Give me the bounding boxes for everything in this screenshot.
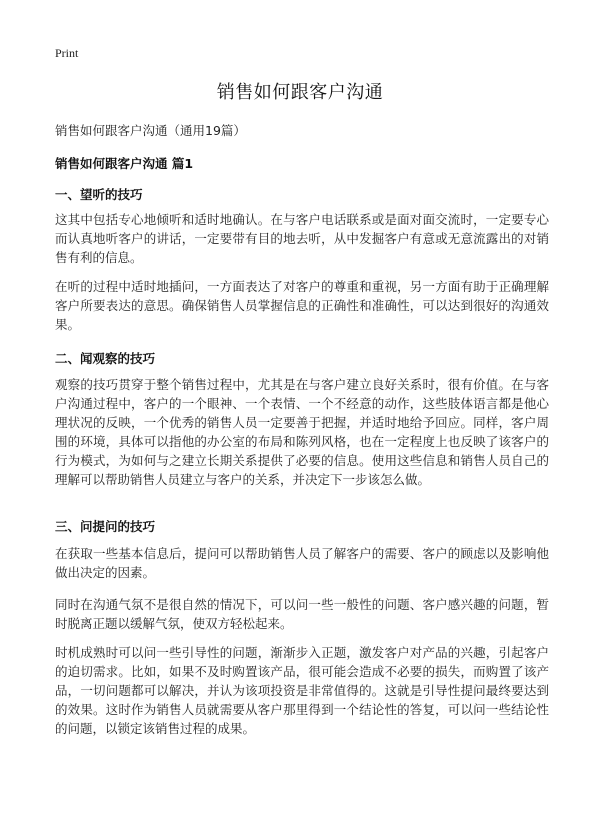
section-heading-1: 一、望听的技巧 bbox=[55, 187, 143, 202]
paragraph-text: 在听的过程中适时地插问，一方面表达了对客户的尊重和重视，另一方面有助于正确理解客户所要表达的意思。确保销售人员掌握信息的正确性和准确性，可以达到很好的沟通效果。 bbox=[55, 279, 549, 332]
section-1-paragraph-2 bbox=[55, 277, 549, 334]
document-subtitle: 销售如何跟客户沟通（通用19篇） bbox=[55, 123, 246, 138]
document-title: 销售如何跟客户沟通 bbox=[216, 82, 384, 103]
section-2-paragraph-1 bbox=[55, 375, 549, 489]
paragraph-text: 观察的技巧贯穿于整个销售过程中，尤其是在与客户建立良好关系时，很有价值。在与客户沟通过程中，客户的一个眼神、一个表情、一个不经意的动作，这些肢体语言都是他心理状况的反映，一个优秀的销售人员一定要善于把握，并适时地给予回应。同样，客户周围的环境，具体可以指他的办公室的布局和陈列风格，也在一定程度上也反映了该客户的行为模式，为如何与之建立长期关系提供了必要的信息。使用这些信息和销售人员自己的理解可以帮助销售人员建立与客户的关系，并决定下一步该怎么做。 bbox=[55, 377, 549, 487]
section-3-paragraph-3 bbox=[55, 643, 549, 738]
section-heading-2: 二、闻观察的技巧 bbox=[55, 351, 156, 366]
paragraph-text: 同时在沟通气氛不是很自然的情况下，可以问一些一般性的问题、客户感兴趣的问题，暂时脱离正题以缓解气氛，使双方轻松起来。 bbox=[55, 597, 549, 631]
section-3-paragraph-1 bbox=[55, 544, 549, 582]
paragraph-text: 时机成熟时可以问一些引导性的问题，渐渐步入正题，激发客户对产品的兴趣，引起客户的迫切需求。比如，如果不及时购置该产品，很可能会造成不必要的损失，而购置了该产品，一切问题都可以解决，并认为该项投资是非常值得的。这就是引导性提问最终要达到的效果。这时作为销售人员就需要从客户那里得到一个结论性的答复，可以问一些结论性的问题，以锁定该销售过程的成果。 bbox=[55, 645, 549, 736]
print-link[interactable]: Print bbox=[55, 46, 79, 60]
section-3-paragraph-2 bbox=[55, 595, 549, 633]
paragraph-text: 在获取一些基本信息后，提问可以帮助销售人员了解客户的需要、客户的顾虑以及影响他做出决定的因素。 bbox=[55, 546, 549, 580]
paragraph-text: 这其中包括专心地倾听和适时地确认。在与客户电话联系或是面对面交流时，一定要专心而认真地听客户的讲话，一定要带有目的地去听，从中发掘客户有意或无意流露出的对销售有利的信息。 bbox=[55, 212, 549, 265]
section-1-paragraph-1 bbox=[55, 210, 549, 267]
article-heading: 销售如何跟客户沟通 篇1 bbox=[55, 156, 194, 171]
section-heading-3: 三、问提问的技巧 bbox=[55, 519, 156, 534]
